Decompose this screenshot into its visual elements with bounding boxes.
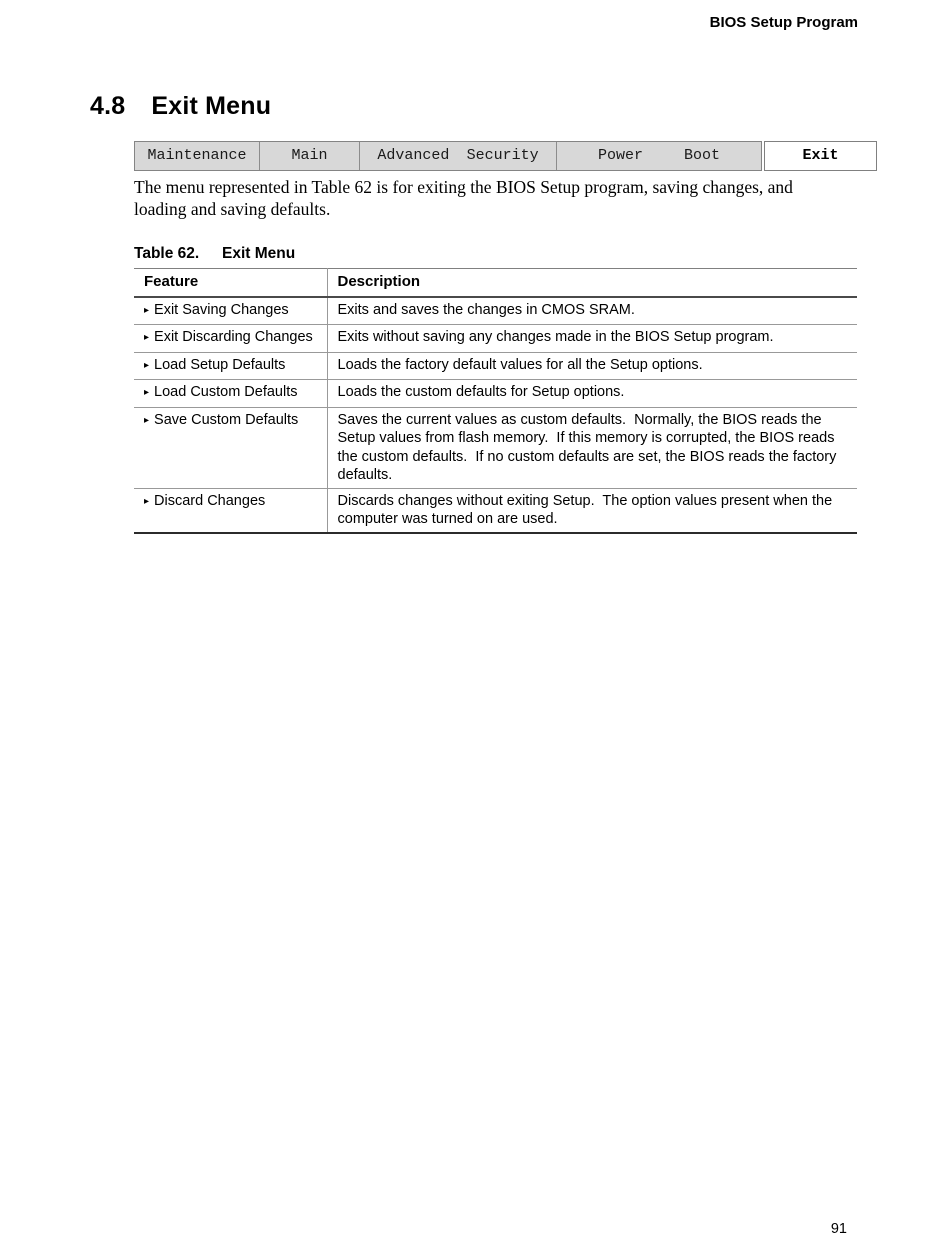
menu-item-advanced-security [360,142,557,170]
table-row [134,407,857,488]
column-header-feature: Feature [134,269,327,297]
menu-item-label: Exit [802,147,839,164]
triangle-right-icon: ▸ [144,332,150,343]
feature-label: Load Custom Defaults [154,384,298,400]
feature-label: Exit Saving Changes [154,301,289,318]
running-header: BIOS Setup Program [709,14,858,31]
section-title: Exit Menu [151,92,272,120]
menu-item-label: Main [291,147,328,164]
triangle-right-icon: ▸ [144,304,150,316]
triangle-right-icon: ▸ [144,359,150,371]
menu-item-label: Boot [683,147,720,164]
table-row [134,297,857,325]
menu-item-label: Maintenance [147,147,247,164]
description-cell: Saves the current values as custom defaults. Normally, the BIOS reads the Setup values from flash memory. If this memory is corrupted, the BIOS reads the custom defaults. If no custom defaults are set, the BIOS reads the factory defaults. [327,407,857,488]
table-header-row [134,269,857,297]
feature-cell [134,488,327,533]
feature-cell [134,352,327,380]
table-caption-label: Table 62. [134,245,200,262]
menu-item-main [260,142,360,170]
section-number: 4.8 [90,92,126,120]
feature-cell [134,297,327,325]
description-cell: Loads the custom defaults for Setup options. [327,380,857,408]
menu-item-exit-active [764,141,877,171]
intro-paragraph: The menu represented in Table 62 is for exiting the BIOS Setup program, saving changes, and loading and saving defaults. [134,177,793,219]
menu-item-label: Power [597,147,643,164]
menu-item-label: Security [466,147,539,164]
description-cell: Exits and saves the changes in CMOS SRAM. [327,297,857,325]
table-row [134,380,857,408]
table-row [134,325,857,353]
feature-cell [134,325,327,353]
feature-cell [134,380,327,408]
column-header-description: Description [327,269,857,297]
feature-label: Load Setup Defaults [154,356,286,373]
exit-menu-table [134,268,857,534]
bios-menu-bar [134,141,877,171]
triangle-right-icon: ▸ [144,495,150,507]
table-caption-title: Exit Menu [222,245,296,262]
menu-item-label: Advanced [377,147,450,164]
triangle-right-icon: ▸ [144,414,150,426]
feature-label: Save Custom Defaults [154,411,299,428]
table-row [134,352,857,380]
page-number: 91 [830,1221,847,1237]
bios-menu-group [134,141,762,171]
table-row [134,488,857,533]
description-cell: Loads the factory default values for all the Setup options. [327,352,857,380]
feature-label: Discard Changes [154,492,266,509]
table-caption [134,245,295,263]
description-cell: Exits without saving any changes made in the BIOS Setup program. [327,325,857,353]
feature-cell [134,407,327,488]
triangle-right-icon: ▸ [144,387,150,398]
section-heading [90,92,271,121]
menu-item-maintenance [135,142,260,170]
feature-label: Exit Discarding Changes [154,329,313,345]
description-cell: Discards changes without exiting Setup. The option values present when the computer was turned on are used. [327,488,857,533]
menu-item-power-boot [557,142,761,170]
